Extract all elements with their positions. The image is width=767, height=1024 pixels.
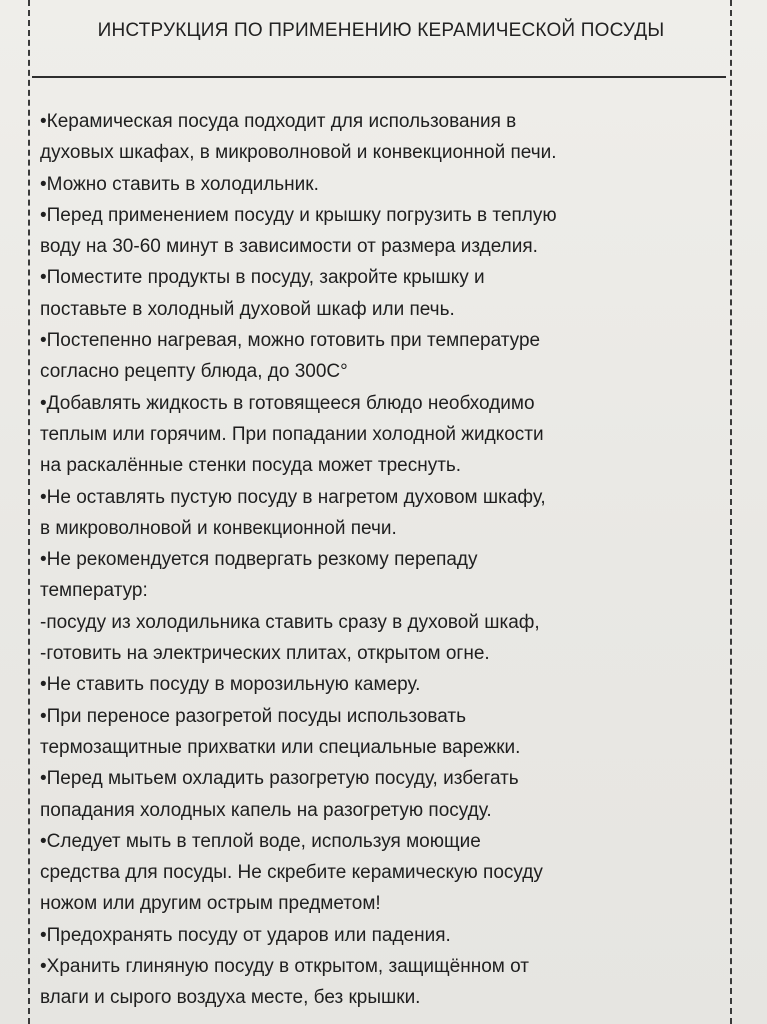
text-line: термозащитные прихватки или специальные варежки. bbox=[40, 736, 521, 758]
text-line: духовых шкафах, в микроволновой и конвекционной печи. bbox=[40, 142, 557, 164]
text-line: теплым или горячим. При попадании холодной жидкости bbox=[40, 423, 544, 445]
text-line: согласно рецепту блюда, до 300С° bbox=[40, 361, 348, 383]
text-line: •Перед применением посуду и крышку погрузить в теплую bbox=[40, 204, 557, 226]
text-line: в микроволновой и конвекционной печи. bbox=[40, 517, 397, 539]
text-line: •Керамическая посуда подходит для использования в bbox=[40, 111, 517, 132]
text-line: попадания холодных капель на разогретую посуду. bbox=[40, 799, 492, 821]
instruction-body bbox=[40, 106, 724, 1014]
text-line: ножом или другим острым предметом! bbox=[40, 893, 381, 915]
text-line: •При переносе разогретой посуды использовать bbox=[40, 705, 467, 727]
text-line: влаги и сырого воздуха месте, без крышки. bbox=[40, 987, 421, 1009]
text-line: поставьте в холодный духовой шкаф или печь. bbox=[40, 298, 455, 320]
text-line: -посуду из холодильника ставить сразу в духовой шкаф, bbox=[40, 611, 540, 633]
title-divider bbox=[32, 76, 726, 78]
right-cut-line bbox=[730, 0, 732, 1024]
left-cut-line bbox=[28, 0, 30, 1024]
text-line: •Постепенно нагревая, можно готовить при температуре bbox=[40, 330, 541, 352]
text-line: •Не рекомендуется подвергать резкому перепаду bbox=[40, 549, 478, 571]
text-line: •Добавлять жидкость в готовящееся блюдо необходимо bbox=[40, 392, 535, 414]
document-title: ИНСТРУКЦИЯ ПО ПРИМЕНЕНИЮ КЕРАМИЧЕСКОЙ ПОСУДЫ bbox=[97, 20, 665, 41]
text-line: •Следует мыть в теплой воде, используя моющие bbox=[40, 830, 481, 852]
text-line: -готовить на электрических плитах, открытом огне. bbox=[40, 643, 490, 665]
text-line: •Хранить глиняную посуду в открытом, защищённом от bbox=[40, 956, 529, 978]
text-line: на раскалённые стенки посуда может треснуть. bbox=[40, 455, 462, 477]
text-line: воду на 30-60 минут в зависимости от размера изделия. bbox=[40, 236, 538, 258]
text-line: температур: bbox=[40, 580, 148, 602]
text-line: •Не ставить посуду в морозильную камеру. bbox=[40, 674, 421, 696]
text-line: •Поместите продукты в посуду, закройте крышку и bbox=[40, 267, 485, 289]
text-line: •Перед мытьем охладить разогретую посуду, избегать bbox=[40, 768, 519, 790]
text-line: •Не оставлять пустую посуду в нагретом духовом шкафу, bbox=[40, 486, 546, 508]
text-line: •Предохранять посуду от ударов или падения. bbox=[40, 924, 451, 946]
text-line: •Можно ставить в холодильник. bbox=[40, 173, 319, 195]
text-line: средства для посуды. Не скребите керамическую посуду bbox=[40, 862, 543, 884]
